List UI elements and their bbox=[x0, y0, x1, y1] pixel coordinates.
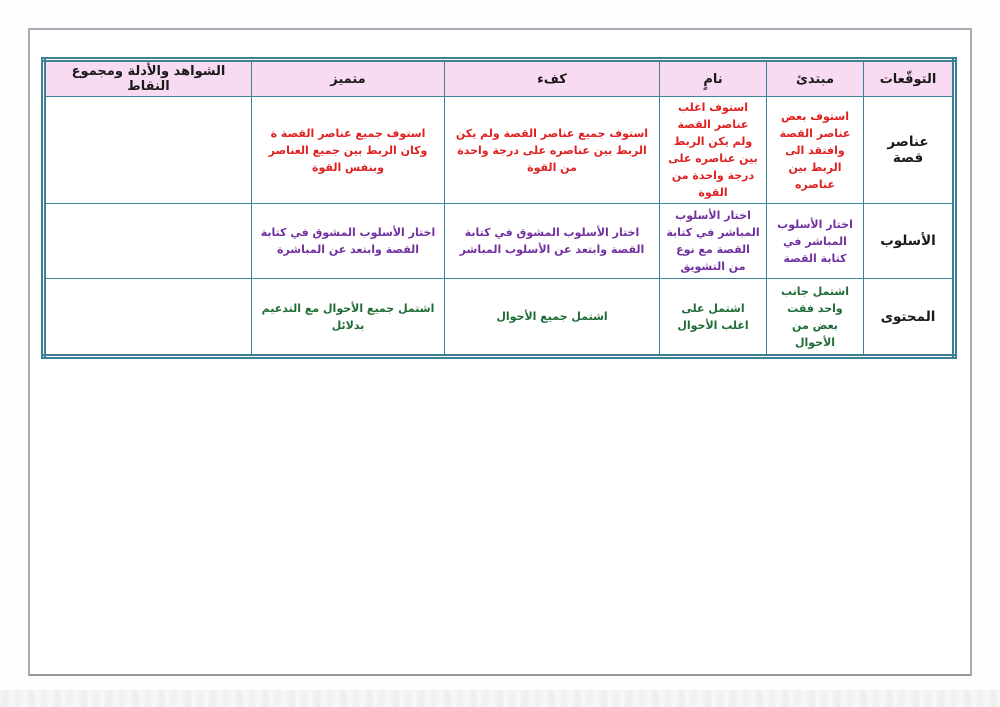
header-cell-developing: نامٍ bbox=[660, 60, 767, 97]
header-cell-beginner: مبتدئ bbox=[767, 60, 864, 97]
cell-evidence bbox=[44, 97, 252, 204]
table-row-style bbox=[44, 204, 955, 279]
cell-distinguished: اختار الأسلوب المشوق في كتابة القصة وابتعد عن المباشرة bbox=[252, 204, 445, 279]
table-header-row bbox=[44, 60, 955, 97]
table-row-story-elements bbox=[44, 97, 955, 204]
cell-competent: اشتمل جميع الأحوال bbox=[445, 279, 660, 357]
cell-beginner: اشتمل جانب واحد فقت بعض من الأحوال bbox=[767, 279, 864, 357]
header-cell-expectations: التوقّعات bbox=[864, 60, 955, 97]
header-cell-evidence: الشواهد والأدلة ومجموع النقاط bbox=[44, 60, 252, 97]
assessment-rubric-table bbox=[41, 57, 957, 359]
cell-developing: استوف اغلب عناصر القصة ولم يكن الربط بين عناصره على درجة واحدة من القوة bbox=[660, 97, 767, 204]
table-row-content bbox=[44, 279, 955, 357]
document-page bbox=[28, 28, 972, 676]
cell-competent: اختار الأسلوب المشوق في كتابة القصة وابتعد عن الأسلوب المباشر bbox=[445, 204, 660, 279]
criterion-label: الأسلوب bbox=[864, 204, 955, 279]
bottom-edge-artifact bbox=[0, 690, 1000, 707]
cell-distinguished: استوف جميع عناصر القصة ة وكان الربط بين جميع العناصر وبنفس القوة bbox=[252, 97, 445, 204]
header-cell-distinguished: متميز bbox=[252, 60, 445, 97]
criterion-label: عناصر قصة bbox=[864, 97, 955, 204]
rubric-table-container bbox=[44, 57, 957, 359]
cell-distinguished: اشتمل جميع الأحوال مع التدعيم بدلائل bbox=[252, 279, 445, 357]
cell-developing: اشتمل على اغلب الأحوال bbox=[660, 279, 767, 357]
cell-evidence bbox=[44, 204, 252, 279]
cell-beginner: اختار الأسلوب المباشر في كتابة القصة bbox=[767, 204, 864, 279]
header-cell-competent: كفء bbox=[445, 60, 660, 97]
criterion-label: المحتوى bbox=[864, 279, 955, 357]
cell-developing: اختار الأسلوب المباشر في كتابة القصة مع نوع من التشويق bbox=[660, 204, 767, 279]
cell-evidence bbox=[44, 279, 252, 357]
cell-beginner: استوف بعض عناصر القصة وافتقد الى الربط بين عناصره bbox=[767, 97, 864, 204]
cell-competent: استوف جميع عناصر القصة ولم يكن الربط بين عناصره على درجة واحدة من القوة bbox=[445, 97, 660, 204]
